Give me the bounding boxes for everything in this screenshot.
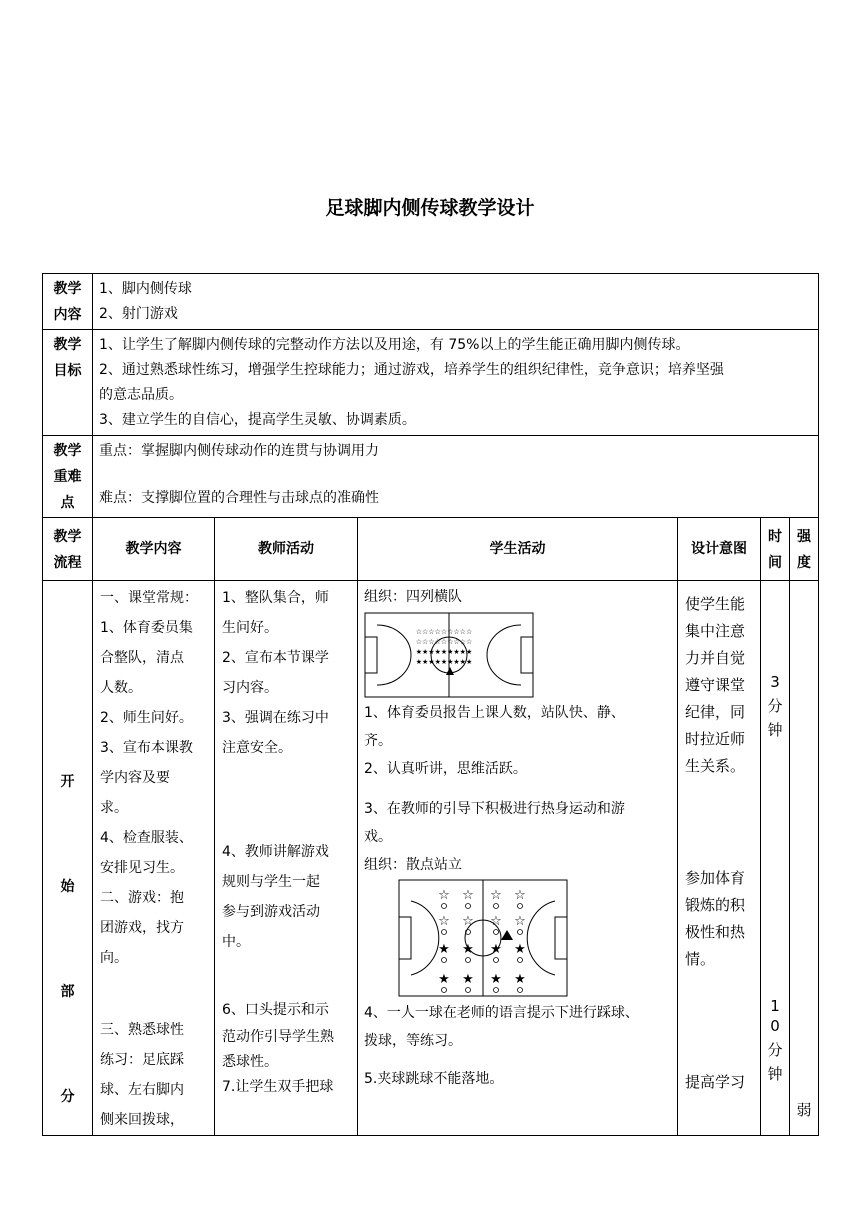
- student-line: 1、体育委员报告上课人数，站队快、静、: [364, 705, 625, 721]
- svg-text:★: ★: [462, 972, 474, 987]
- content-line: 三、熟悉球性: [100, 1022, 184, 1038]
- goals-text: [93, 330, 819, 436]
- label-line: 间: [768, 555, 782, 571]
- section-char: 分: [60, 1089, 75, 1105]
- time-char: 分: [767, 1041, 783, 1059]
- teacher-line: 7.让学生双手把球: [222, 1079, 334, 1095]
- column-header-row: [43, 518, 819, 581]
- content-line: 2、师生问好。: [100, 710, 193, 726]
- teacher-activity: [215, 581, 358, 1136]
- design-line: 使学生能: [685, 595, 746, 613]
- svg-text:★: ★: [514, 972, 526, 987]
- svg-text:★: ★: [438, 972, 450, 987]
- difficult-point: 难点：支撑脚位置的合理性与击球点的准确性: [99, 490, 379, 506]
- row-label-key: [43, 436, 93, 518]
- row-teaching-goals: [43, 330, 819, 436]
- time-char: 钟: [767, 1065, 783, 1083]
- svg-text:☆: ☆: [490, 914, 502, 929]
- formation-label: 组织：四列横队: [364, 589, 462, 605]
- content-line: 二、游戏：抱: [100, 890, 184, 906]
- svg-text:★: ★: [490, 942, 502, 957]
- goal-line: 2、通过熟悉球性练习，增强学生控球能力；通过游戏，培养学生的组织纪律性，竞争意识；培养坚强: [99, 362, 724, 378]
- section-content: [93, 581, 215, 1136]
- label-line: 教学: [53, 529, 82, 545]
- teacher-line: 规则与学生一起: [222, 874, 320, 890]
- teacher-line: 3、强调在练习中: [222, 710, 329, 726]
- label-line: 时: [768, 529, 782, 545]
- section-label: [43, 581, 93, 1136]
- design-line: 锻炼的积: [685, 896, 746, 914]
- section-char: 开: [60, 774, 75, 790]
- design-line: 纪律，同: [685, 703, 746, 721]
- svg-text:★: ★: [438, 942, 450, 957]
- svg-text:☆: ☆: [514, 914, 526, 929]
- time-char: 1: [770, 997, 780, 1015]
- row-teaching-content: [43, 274, 819, 330]
- goal-line: 3、建立学生的自信心，提高学生灵敏、协调素质。: [99, 412, 416, 428]
- student-activity: [358, 581, 678, 1136]
- content-line: 3、宣布本课教: [100, 740, 193, 756]
- svg-text:☆: ☆: [462, 888, 474, 903]
- intensity-value: 弱: [796, 1101, 812, 1119]
- student-line: 戏。: [364, 829, 392, 845]
- content-line: 4、检查服装、: [100, 830, 193, 846]
- content-line: 1、脚内侧传球: [99, 281, 192, 297]
- teacher-line: 6、口头提示和示: [222, 1002, 329, 1018]
- time-char: 3: [770, 673, 780, 691]
- student-line: 4、一人一球在老师的语言提示下进行踩球、: [364, 1005, 639, 1021]
- lesson-plan-table: [42, 273, 819, 1136]
- label-line: 教学: [53, 337, 82, 353]
- time-char: 0: [770, 1017, 780, 1035]
- time-cell: [761, 581, 790, 1136]
- design-line: 集中注意: [685, 622, 746, 640]
- teacher-line: 习内容。: [222, 680, 278, 696]
- label-line: 点: [60, 495, 75, 511]
- design-line: 力并自觉: [685, 649, 746, 667]
- design-line: 提高学习: [685, 1073, 746, 1091]
- teacher-line: 2、宣布本节课学: [222, 650, 329, 666]
- time-char: 分: [767, 697, 783, 715]
- formation-label: 组织：散点站立: [364, 857, 462, 873]
- teacher-line: 中。: [222, 934, 250, 950]
- svg-text:★★★★★★★★★: ★★★★★★★★★: [415, 658, 473, 666]
- court-diagram-scattered: [364, 879, 670, 999]
- goal-line: 的意志品质。: [99, 387, 183, 403]
- svg-text:☆: ☆: [438, 914, 450, 929]
- content-line: 学内容及要: [100, 770, 170, 786]
- svg-text:☆☆☆☆☆☆☆☆☆: ☆☆☆☆☆☆☆☆☆: [415, 638, 473, 646]
- page-title: 足球脚内侧传球教学设计: [325, 197, 535, 219]
- svg-text:★: ★: [514, 942, 526, 957]
- svg-text:☆☆☆☆☆☆☆☆☆: ☆☆☆☆☆☆☆☆☆: [415, 628, 473, 636]
- content-line: 一、课堂常规：: [100, 590, 198, 606]
- header-intensity: [790, 518, 819, 581]
- header-student: 学生活动: [358, 518, 678, 581]
- content-line: 练习：足底踩: [100, 1052, 184, 1068]
- design-line: 情。: [685, 950, 716, 968]
- design-line: 时拉近师: [685, 730, 746, 748]
- row-label-content: [43, 274, 93, 330]
- key-text: [93, 436, 819, 518]
- header-design: 设计意图: [678, 518, 761, 581]
- svg-text:☆: ☆: [514, 888, 526, 903]
- teacher-line: 4、教师讲解游戏: [222, 844, 329, 860]
- content-line: 侧来回拨球，: [100, 1112, 184, 1128]
- content-line: 合整队，清点: [100, 650, 184, 666]
- student-line: 齐。: [364, 733, 392, 749]
- svg-text:★: ★: [462, 942, 474, 957]
- header-content: 教学内容: [93, 518, 215, 581]
- content-line: 向。: [100, 950, 128, 966]
- teacher-line: 悉球性。: [222, 1054, 278, 1070]
- key-point: 重点：掌握脚内侧传球动作的连贯与协调用力: [99, 443, 379, 459]
- teacher-line: 生问好。: [222, 620, 278, 636]
- content-line: 人数。: [100, 680, 142, 696]
- content-line: 求。: [100, 800, 128, 816]
- goal-line: 1、让学生了解脚内侧传球的完整动作方法以及用途，有 75%以上的学生能正确用脚内侧传球。: [99, 337, 690, 353]
- section-start-row: [43, 581, 819, 1136]
- design-line: 参加体育: [685, 869, 746, 887]
- svg-text:☆: ☆: [462, 914, 474, 929]
- teacher-line: 参与到游戏活动: [222, 904, 320, 920]
- section-char: 始: [60, 879, 75, 895]
- svg-text:★★★★★★★★★: ★★★★★★★★★: [415, 648, 473, 656]
- svg-text:★: ★: [490, 972, 502, 987]
- teacher-line: 范动作引导学生熟: [222, 1029, 334, 1045]
- intensity-cell: [790, 581, 819, 1136]
- design-line: 极性和热: [685, 923, 746, 941]
- label-line: 目标: [53, 363, 82, 379]
- content-line: 2、射门游戏: [99, 306, 178, 322]
- header-teacher: 教师活动: [215, 518, 358, 581]
- header-flow: [43, 518, 93, 581]
- student-line: 2、认真听讲，思维活跃。: [364, 761, 527, 777]
- time-char: 钟: [767, 721, 783, 739]
- court-diagram-lines: [364, 611, 534, 699]
- label-line: 教学: [53, 281, 82, 297]
- row-label-goals: [43, 330, 93, 436]
- label-line: 流程: [53, 555, 82, 571]
- student-line: 3、在教师的引导下积极进行热身运动和游: [364, 801, 625, 817]
- teacher-line: 1、整队集合，师: [222, 590, 329, 606]
- label-line: 内容: [53, 307, 82, 323]
- content-line: 球、左右脚内: [100, 1082, 184, 1098]
- label-line: 强: [797, 529, 812, 545]
- student-line: 拨球，等练习。: [364, 1033, 462, 1049]
- content-line: 团游戏，找方: [100, 920, 184, 936]
- design-line: 生关系。: [685, 757, 746, 775]
- design-intent: [678, 581, 761, 1136]
- teacher-line: 注意安全。: [222, 740, 292, 756]
- svg-text:☆: ☆: [438, 888, 450, 903]
- student-line: 5.夹球跳球不能落地。: [364, 1071, 504, 1087]
- label-line: 度: [797, 555, 812, 571]
- content-text: [93, 274, 819, 330]
- label-line: 教学: [53, 443, 82, 459]
- section-char: 部: [60, 984, 75, 1000]
- content-line: 1、体育委员集: [100, 620, 193, 636]
- svg-text:☆: ☆: [490, 888, 502, 903]
- label-line: 重难: [53, 469, 82, 485]
- row-key-difficult: [43, 436, 819, 518]
- design-line: 遵守课堂: [685, 676, 746, 694]
- content-line: 安排见习生。: [100, 860, 184, 876]
- header-time: [761, 518, 790, 581]
